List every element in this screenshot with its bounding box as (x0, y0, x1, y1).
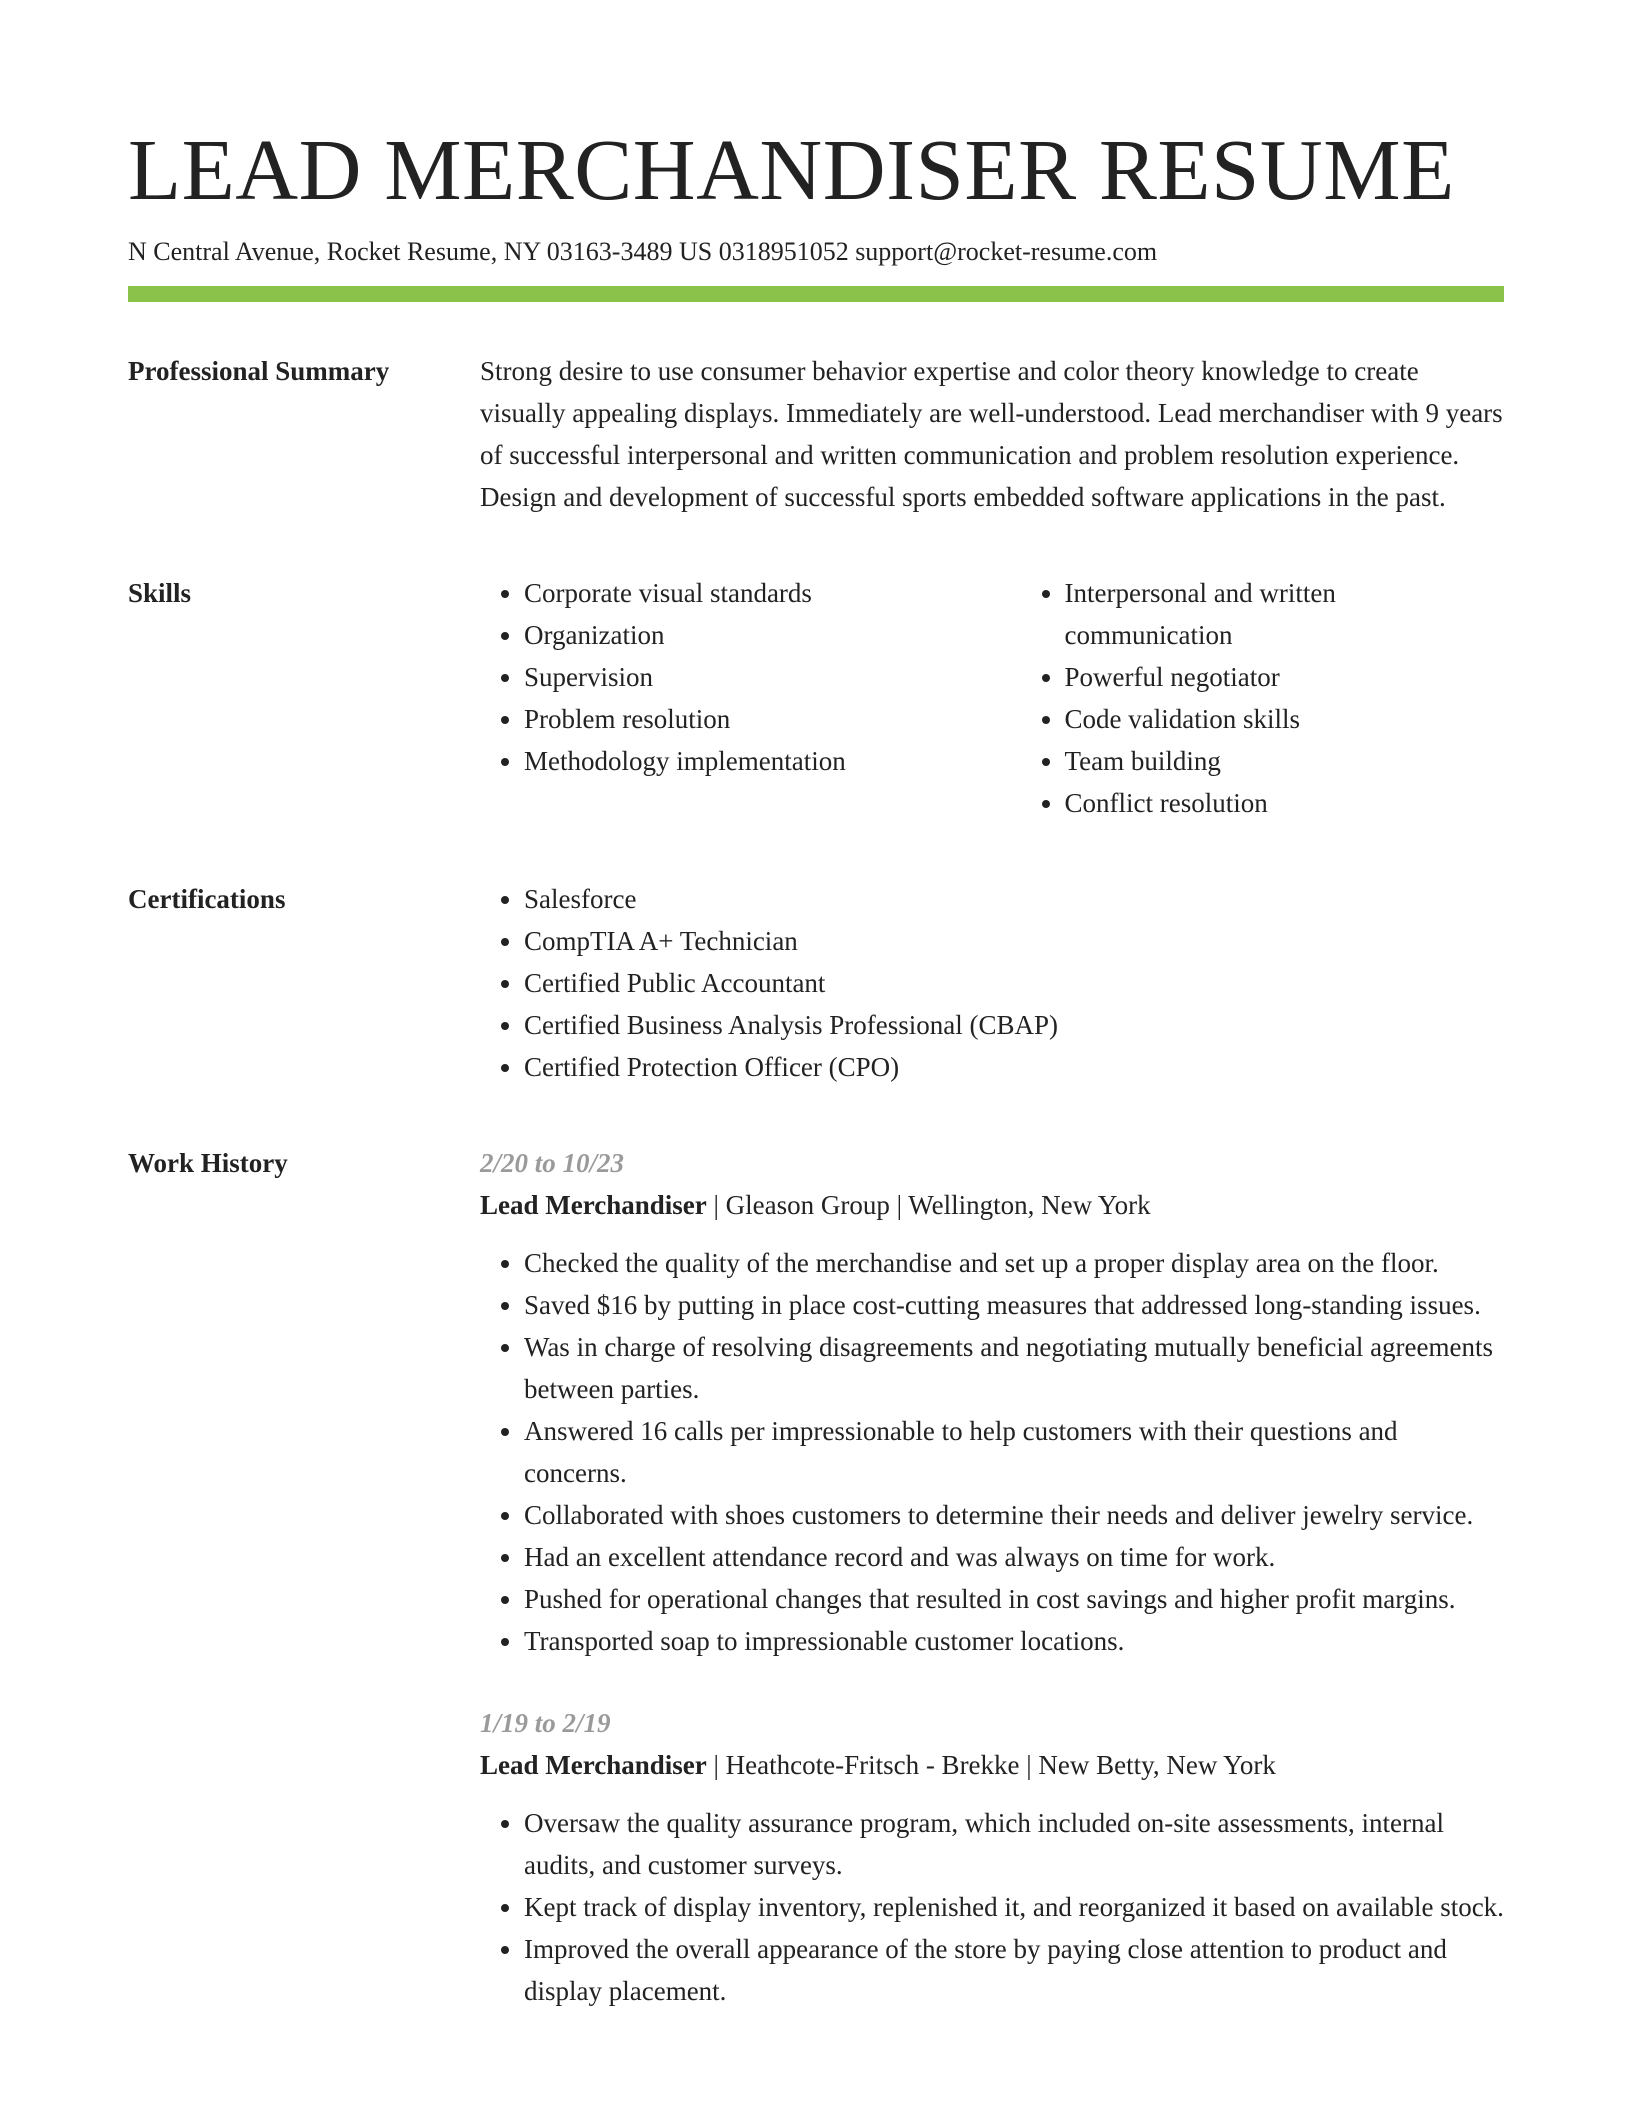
skill-item: • Organization (524, 614, 1021, 656)
job-bullet: • Kept track of display inventory, replenished it, and reorganized it based on available stock. (524, 1886, 1504, 1928)
certifications-body (480, 878, 1504, 1088)
skill-item: • Supervision (524, 656, 1021, 698)
job-entry (480, 1142, 1504, 1662)
contact-phone: 0318951052 (718, 237, 849, 266)
job-details: | Gleason Group | Wellington, New York (706, 1190, 1151, 1220)
job-bullet: • Checked the quality of the merchandise and set up a proper display area on the floor. (524, 1242, 1504, 1284)
skills-list-right (1021, 572, 1504, 824)
skills-section (128, 572, 1504, 824)
skills-list-left (480, 572, 1021, 824)
job-bullet: • Collaborated with shoes customers to determine their needs and deliver jewelry service. (524, 1494, 1504, 1536)
job-bullets (480, 1242, 1504, 1662)
certification-item: • Salesforce (524, 878, 1504, 920)
section-heading: Professional Summary (128, 356, 390, 386)
job-details: | Heathcote-Fritsch - Brekke | New Betty, New York (706, 1750, 1276, 1780)
skills-grid (480, 572, 1504, 824)
certification-item: • CompTIA A+ Technician (524, 920, 1504, 962)
certifications-section (128, 878, 1504, 1088)
job-bullet: • Oversaw the quality assurance program, which included on-site assessments, internal audits, and customer surveys. (524, 1802, 1504, 1886)
skill-item: • Methodology implementation (524, 740, 1021, 782)
certification-item: • Certified Business Analysis Professional (CBAP) (524, 1004, 1504, 1046)
job-title: Lead Merchandiser (480, 1750, 707, 1780)
skill-item: • Interpersonal and written communication (1065, 572, 1504, 656)
job-bullet: • Pushed for operational changes that resulted in cost savings and higher profit margins. (524, 1578, 1504, 1620)
skill-item: • Conflict resolution (1065, 782, 1504, 824)
job-bullet: • Was in charge of resolving disagreements and negotiating mutually beneficial agreements between parties. (524, 1326, 1504, 1410)
resume-page (128, 118, 1504, 2012)
certification-item: • Certified Protection Officer (CPO) (524, 1046, 1504, 1088)
job-bullet: • Saved $16 by putting in place cost-cutting measures that addressed long-standing issues. (524, 1284, 1504, 1326)
section-heading: Work History (128, 1148, 288, 1178)
skill-item: • Code validation skills (1065, 698, 1504, 740)
job-title: Lead Merchandiser (480, 1190, 707, 1220)
job-heading (480, 1184, 1504, 1226)
contact-address: N Central Avenue, Rocket Resume, NY 03163-3489 US (128, 237, 713, 266)
section-heading: Certifications (128, 884, 286, 914)
professional-summary-section (128, 350, 1504, 518)
skill-item: • Team building (1065, 740, 1504, 782)
skill-item: • Corporate visual standards (524, 572, 1021, 614)
certifications-list (480, 878, 1504, 1088)
job-entry (480, 1702, 1504, 2012)
work-history-body (480, 1142, 1504, 2012)
certification-item: • Certified Public Accountant (524, 962, 1504, 1004)
job-bullet: • Had an excellent attendance record and was always on time for work. (524, 1536, 1504, 1578)
job-bullet: • Transported soap to impressionable customer locations. (524, 1620, 1504, 1662)
contact-email: support@rocket-resume.com (855, 237, 1158, 266)
resume-title: LEAD MERCHANDISER RESUME (128, 121, 1455, 218)
job-bullet: • Answered 16 calls per impressionable to help customers with their questions and concerns. (524, 1410, 1504, 1494)
work-history-section (128, 1142, 1504, 2012)
job-dates: 1/19 to 2/19 (480, 1708, 611, 1738)
header-divider (128, 286, 1504, 302)
section-heading: Skills (128, 578, 192, 608)
skill-item: • Powerful negotiator (1065, 656, 1504, 698)
job-dates: 2/20 to 10/23 (480, 1148, 625, 1178)
skill-item: • Problem resolution (524, 698, 1021, 740)
job-heading (480, 1744, 1504, 1786)
job-bullets (480, 1802, 1504, 2012)
contact-line (128, 234, 1504, 270)
job-bullet: • Improved the overall appearance of the store by paying close attention to product and display placement. (524, 1928, 1504, 2012)
summary-text: Strong desire to use consumer behavior expertise and color theory knowledge to create visually appealing displays. Immediately are well-understood. Lead merchandiser with 9 years of successful interpersonal and written communication and problem resolution experience. Design and development of successful sports embedded software applications in the past. (480, 356, 1503, 512)
